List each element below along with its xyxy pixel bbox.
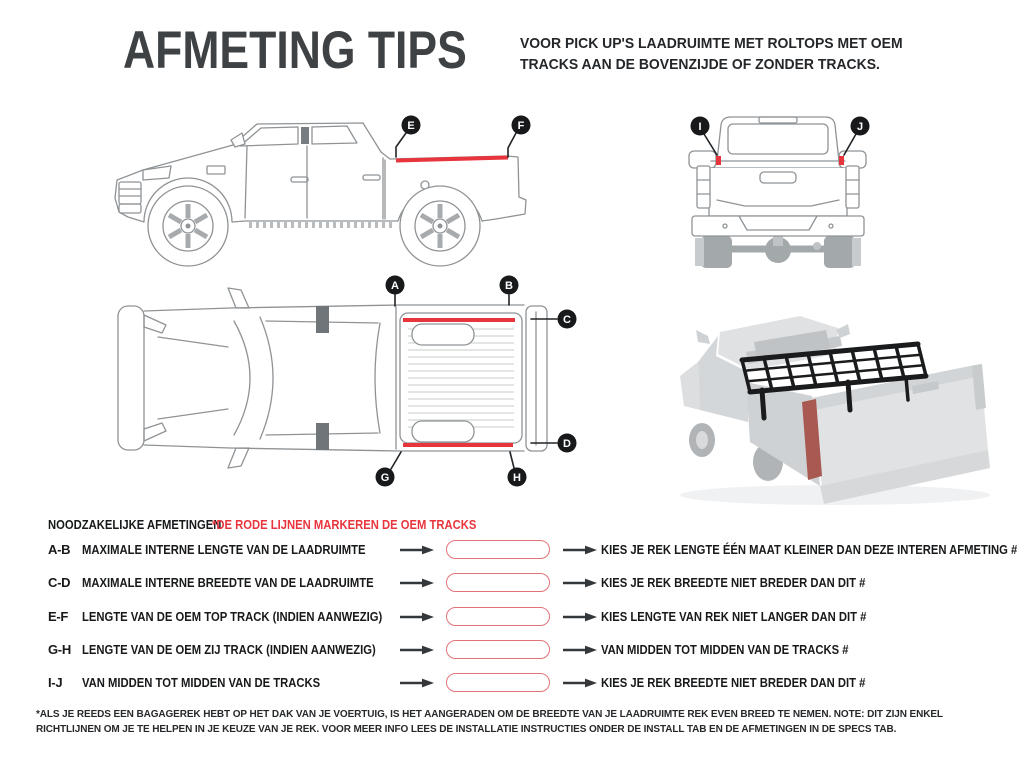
subtitle-line-1: VOOR PICK UP'S LAADRUIMTE MET ROLTOPS MET OEM	[520, 35, 903, 52]
measurement-guidance: KIES JE REK BREEDTE NIET BREDER DAN DIT #	[601, 576, 866, 590]
measurement-key: C-D	[48, 575, 71, 590]
pickup-top-body	[118, 288, 547, 468]
measurement-description: VAN MIDDEN TOT MIDDEN VAN DE TRACKS	[82, 676, 321, 690]
pickup-side-rear-wheel	[400, 186, 480, 266]
svg-text:H: H	[513, 472, 521, 484]
arrow-right-icon	[400, 612, 434, 622]
label-badge-d	[558, 434, 577, 453]
track-center-mark-i	[716, 156, 721, 165]
label-badge-j	[851, 117, 870, 136]
pickup-with-rack-render	[650, 290, 1000, 510]
measurement-guidance: VAN MIDDEN TOT MIDDEN VAN DE TRACKS #	[601, 643, 849, 657]
measurement-value-field	[446, 607, 550, 626]
svg-text:F: F	[517, 120, 525, 132]
measurement-key: I-J	[48, 675, 63, 690]
measurement-row-ef	[0, 607, 1024, 627]
measurement-value-field	[446, 673, 550, 692]
label-badge-i	[691, 117, 710, 136]
label-f-leader-line	[508, 133, 516, 157]
svg-text:E: E	[407, 120, 415, 132]
arrow-right-icon	[563, 612, 597, 622]
page-subtitle	[520, 33, 903, 75]
subtitle-line-2: TRACKS AAN DE BOVENZIJDE OF ZONDER TRACKS.	[520, 56, 880, 73]
svg-text:C: C	[563, 314, 571, 326]
measurements-heading: NOODZAKELIJKE AFMETINGEN	[48, 518, 222, 532]
measurement-row-cd	[0, 573, 1024, 593]
measurement-key: E-F	[48, 609, 69, 624]
arrow-right-icon	[563, 645, 597, 655]
label-badge-a	[386, 276, 405, 295]
label-badge-g	[376, 468, 395, 487]
measurement-key: G-H	[48, 642, 71, 657]
arrow-right-icon	[400, 678, 434, 688]
measurement-description: MAXIMALE INTERNE BREEDTE VAN DE LAADRUIMTE	[82, 576, 374, 590]
track-center-mark-j	[839, 156, 844, 165]
pickup-3d-body	[680, 316, 990, 505]
page-title: AFMETING TIPS	[123, 21, 467, 80]
measurement-guidance: KIES JE REK BREEDTE NIET BREDER DAN DIT #	[601, 676, 866, 690]
red-lines-note: *DE RODE LIJNEN MARKEREN DE OEM TRACKS	[212, 518, 477, 532]
label-badge-b	[500, 276, 519, 295]
arrow-right-icon	[563, 545, 597, 555]
pickup-rear-view-diagram	[665, 100, 890, 275]
measurement-row-gh	[0, 640, 1024, 660]
measurement-row-ab	[0, 540, 1024, 560]
measurement-value-field	[446, 540, 550, 559]
svg-text:J: J	[856, 121, 864, 133]
measurement-guidance: KIES LENGTE VAN REK NIET LANGER DAN DIT #	[601, 610, 867, 624]
measurement-description: MAXIMALE INTERNE LENGTE VAN DE LAADRUIMTE	[82, 543, 366, 557]
pickup-rear-body	[689, 117, 866, 268]
measurement-key: A-B	[48, 542, 71, 557]
arrow-right-icon	[400, 545, 434, 555]
measurement-description: LENGTE VAN DE OEM TOP TRACK (INDIEN AANWEZIG)	[82, 610, 383, 624]
measurement-value-field	[446, 640, 550, 659]
label-badge-f	[512, 116, 531, 135]
arrow-right-icon	[563, 678, 597, 688]
label-badge-h	[508, 468, 527, 487]
label-badge-c	[558, 310, 577, 329]
label-e-leader-line	[396, 133, 406, 157]
svg-text:B: B	[505, 280, 513, 292]
footnote: *ALS JE REEDS EEN BAGAGEREK HEBT OP HET DAK VAN JE VOERTUIG, IS HET AANGERADEN OM DE BREEDTE VAN JE LAADRUIMTE REK EVEN BREED TE NEMEN. NOTE: DIT ZIJN ENKEL RICHTLIJNEN OM JE TE HELPEN IN JE KEUZE VAN JE REK. VOOR MEER INFO LEES DE INSTALLATIE INSTRUCTIES ONDER DE INSTALL TAB EN DE AFMETINGEN IN DE SPECS TAB.	[36, 709, 943, 735]
svg-text:D: D	[563, 438, 571, 450]
svg-text:I: I	[698, 121, 702, 133]
svg-text:G: G	[380, 472, 390, 484]
svg-text:A: A	[391, 280, 399, 292]
pickup-side-view-diagram	[95, 100, 545, 270]
label-badge-e	[402, 116, 421, 135]
measurement-guidance: KIES JE REK LENGTE ÉÉN MAAT KLEINER DAN DEZE INTEREN AFMETING #	[601, 543, 1018, 557]
label-h-leader-line	[510, 452, 514, 468]
measurement-row-ij	[0, 673, 1024, 693]
pickup-top-view-diagram	[110, 275, 590, 490]
arrow-right-icon	[400, 645, 434, 655]
arrow-right-icon	[563, 578, 597, 588]
pickup-side-front-wheel	[148, 186, 228, 266]
label-g-leader-line	[391, 452, 401, 469]
measurement-value-field	[446, 573, 550, 592]
measurement-description: LENGTE VAN DE OEM ZIJ TRACK (INDIEN AANWEZIG)	[82, 643, 376, 657]
arrow-right-icon	[400, 578, 434, 588]
